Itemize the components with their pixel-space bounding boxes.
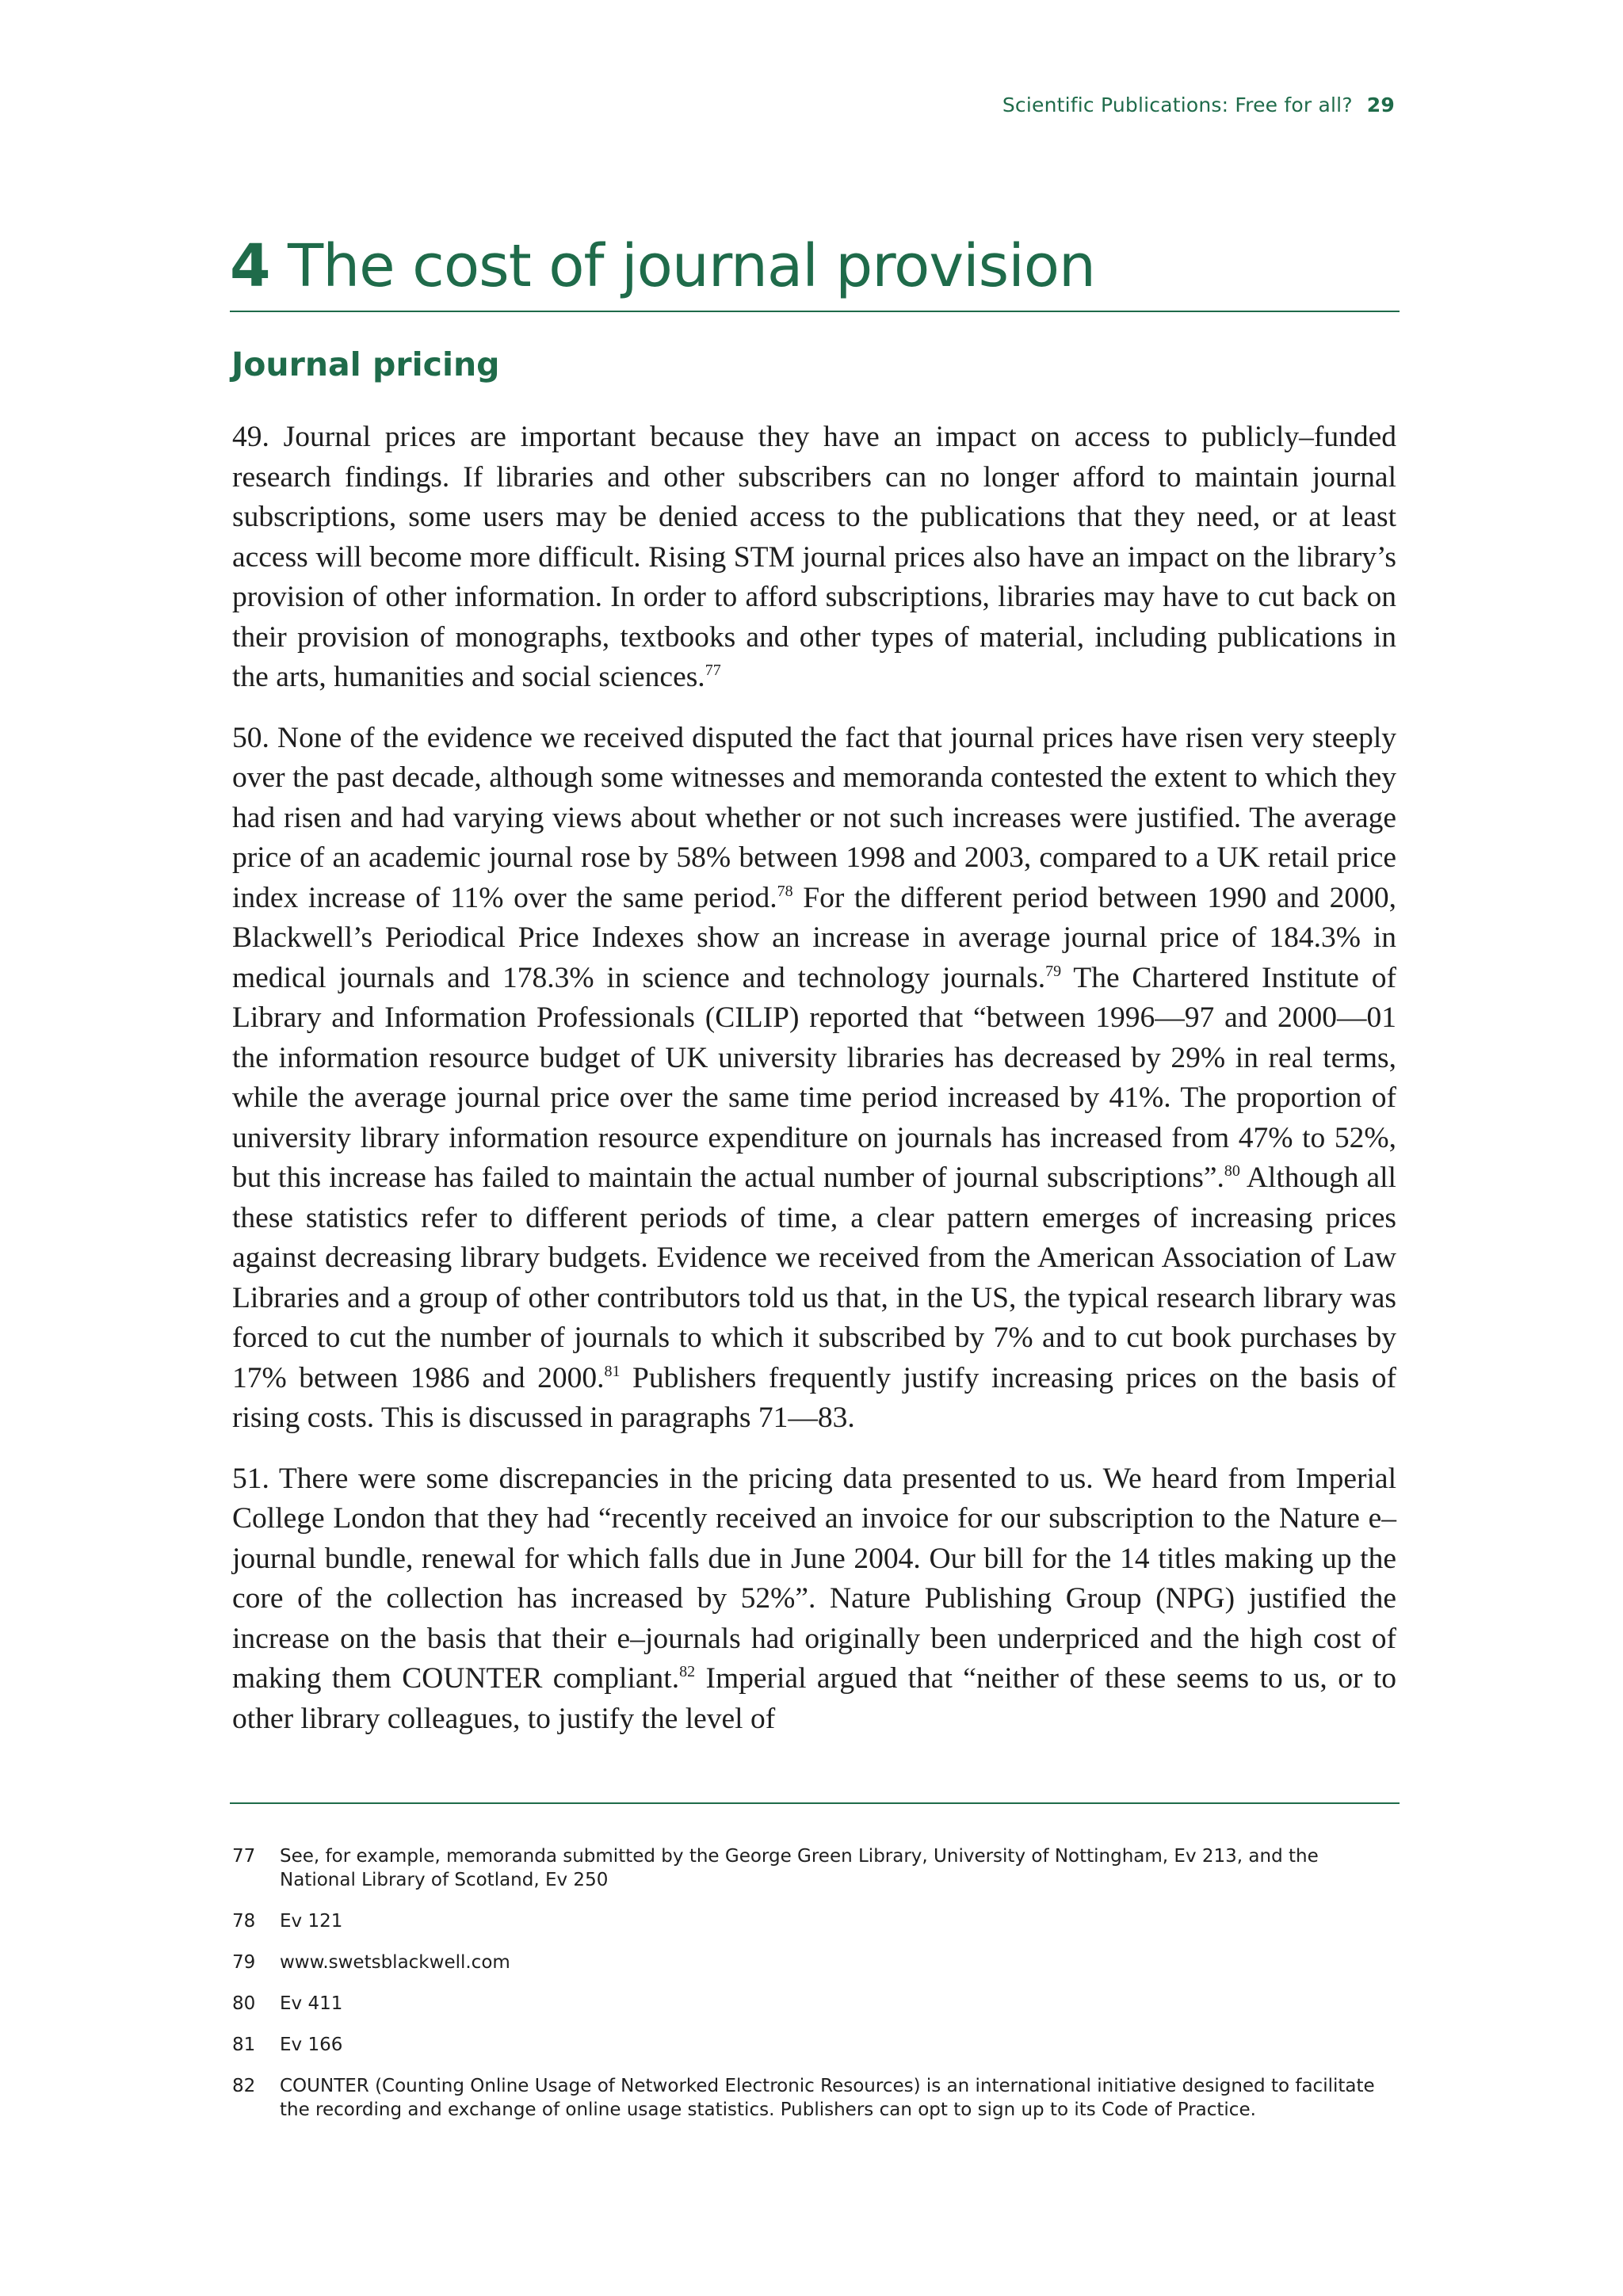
footnote-text: COUNTER (Counting Online Usage of Networked Electronic Resources) is an international initiative designed to facilitate the recording and exchange of online usage statistics. Publishers can opt to sign up to its Code of Practice. bbox=[280, 2076, 1375, 2120]
footnote-number: 81 bbox=[232, 2035, 256, 2055]
paragraph-50 bbox=[232, 719, 1396, 1439]
footnote-81 bbox=[232, 2033, 1389, 2057]
footnote-number: 80 bbox=[232, 1993, 256, 2014]
footnote-79 bbox=[232, 1951, 1389, 1974]
running-header-title: Scientific Publications: Free for all? bbox=[1002, 93, 1353, 116]
paragraph-49 bbox=[232, 418, 1396, 698]
chapter-heading bbox=[230, 230, 1400, 312]
paragraph-text: For the different period between 1990 and 2000, Blackwell’s Periodical Price Indexes show an increase in average journal price of 184.3% in medical journals and 178.3% in science and technology journals. bbox=[232, 881, 1396, 994]
footnote-text: See, for example, memoranda submitted by the George Green Library, University of Nottingham, Ev 213, and the National Library of Scotland, Ev 250 bbox=[280, 1846, 1319, 1890]
page-number: 29 bbox=[1366, 93, 1395, 116]
footnote-ref[interactable]: 78 bbox=[777, 882, 793, 900]
footnote-78 bbox=[232, 1909, 1389, 1933]
footnote-text: Ev 121 bbox=[280, 1911, 343, 1932]
footnote-ref[interactable]: 79 bbox=[1045, 962, 1062, 980]
chapter-number: 4 bbox=[230, 232, 270, 300]
footnote-ref[interactable]: 81 bbox=[604, 1362, 621, 1380]
footnote-number: 79 bbox=[232, 1952, 256, 1973]
paragraph-text: 51. There were some discrepancies in the pricing data presented to us. We heard from Imperial College London that they had “recently received an invoice for our subscription to the Nature e–journal bundle, renewal for which falls due in June 2004. Our bill for the 14 titles making up the core of the collection has increased by 52%”. Nature Publishing Group (NPG) justified the increase on the basis that their e–journals had originally been underpriced and the high cost of making them COUNTER compliant. bbox=[232, 1462, 1396, 1695]
footnote-number: 78 bbox=[232, 1911, 256, 1932]
paragraph-51 bbox=[232, 1459, 1396, 1740]
paragraph-text: Publishers frequently justify increasing prices on the basis of rising costs. This is discussed in paragraphs 71—83. bbox=[232, 1361, 1396, 1434]
paragraph-text: 50. None of the evidence we received disputed the fact that journal prices have risen very steeply over the past decade, although some witnesses and memoranda contested the extent to which they had risen and had varying views about whether or not such increases were justified. The average price of an academic journal rose by 58% between 1998 and 2003, compared to a UK retail price index increase of 11% over the same period. bbox=[232, 721, 1396, 914]
footnote-77 bbox=[232, 1844, 1389, 1892]
footnote-number: 82 bbox=[232, 2076, 256, 2096]
section-heading: Journal pricing bbox=[231, 345, 500, 383]
footnote-ref[interactable]: 77 bbox=[705, 662, 721, 679]
paragraph-text: 49. Journal prices are important because they have an impact on access to publicly–funded research findings. If libraries and other subscribers can no longer afford to maintain journal subscriptions, some users may be denied access to the publications that they need, or at least access will become more difficult. Rising STM journal prices also have an impact on the library’s provision of other information. In order to afford subscriptions, libraries may have to cut back on their provision of monographs, textbooks and other types of material, including publications in the arts, humanities and social sciences. bbox=[232, 421, 1396, 693]
footnote-link[interactable]: www.swetsblackwell.com bbox=[280, 1952, 510, 1973]
running-header bbox=[1002, 93, 1395, 116]
footnote-number: 77 bbox=[232, 1846, 256, 1867]
footnote-ref[interactable]: 82 bbox=[679, 1663, 696, 1680]
footnote-82 bbox=[232, 2074, 1389, 2122]
footnote-divider bbox=[230, 1802, 1400, 1804]
paragraph-text: The Chartered Institute of Library and Information Professionals (CILIP) reported that “between 1996—97 and 2000—01 the information resource budget of UK university libraries has decreased by 29% in real terms, while the average journal price over the same time period increased by 41%. The proportion of university library information resource expenditure on journals has increased from 47% to 52%, but this increase has failed to maintain the actual number of journal subscriptions”. bbox=[232, 961, 1396, 1194]
footnote-text: Ev 166 bbox=[280, 2035, 343, 2055]
chapter-title: The cost of journal provision bbox=[288, 232, 1095, 300]
footnote-ref[interactable]: 80 bbox=[1224, 1162, 1240, 1180]
footnote-80 bbox=[232, 1992, 1389, 2016]
footnotes bbox=[232, 1844, 1389, 2139]
paragraph-text: Imperial argued that “neither of these seems to us, or to other library colleagues, to justify the level of bbox=[232, 1662, 1396, 1735]
body-text bbox=[232, 418, 1396, 1760]
footnote-text: Ev 411 bbox=[280, 1993, 343, 2014]
paragraph-text: Although all these statistics refer to different periods of time, a clear pattern emerges of increasing prices against decreasing library budgets. Evidence we received from the American Association of Law Libraries and a group of other contributors told us that, in the US, the typical research library was forced to cut the number of journals to which it subscribed by 7% and to cut book purchases by 17% between 1986 and 2000. bbox=[232, 1161, 1396, 1394]
